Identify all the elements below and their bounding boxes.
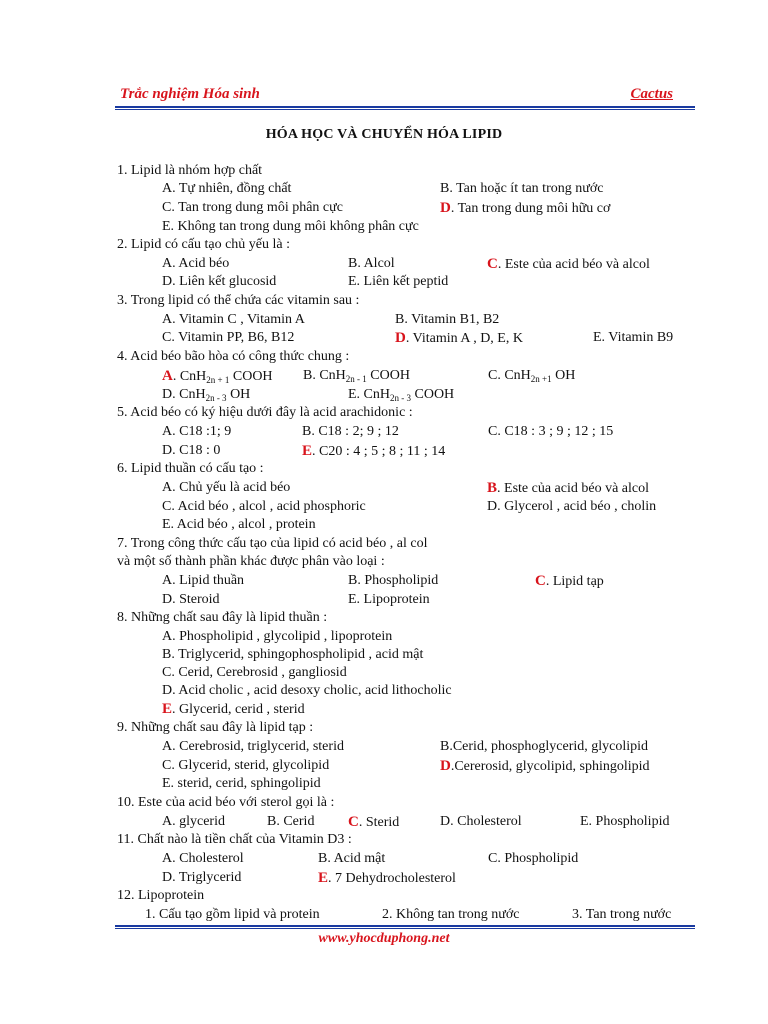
q7-stem-line2: và một số thành phần khác được phân vào loại : [117, 554, 385, 569]
q7-option-e: E. Lipoprotein [348, 592, 430, 607]
q7-stem-line1: 7. Trong công thức cấu tạo của lipid có acid béo , al col [117, 536, 428, 551]
q5-option-a: A. C18 :1; 9 [162, 424, 232, 439]
q3-answer-letter: D [395, 330, 406, 346]
header-left-title: Trắc nghiệm Hóa sinh [120, 86, 260, 102]
q5-option-b: B. C18 : 2; 9 ; 12 [302, 424, 399, 439]
header-rule-top [115, 106, 695, 108]
q10-stem: 10. Este của acid béo với sterol gọi là : [117, 795, 335, 810]
q8-option-a: A. Phospholipid , glycolipid , lipoprotein [162, 629, 393, 644]
q11-option-e: E. 7 Dehydrocholesterol [318, 870, 456, 886]
q8-option-d: D. Acid cholic , acid desoxy cholic, acid lithocholic [162, 683, 452, 698]
q4-stem: 4. Acid béo bão hòa có công thức chung : [117, 349, 350, 364]
q1-option-c: C. Tan trong dung môi phân cực [162, 200, 343, 215]
q2-option-b: B. Alcol [348, 256, 395, 271]
q8-option-e: E. Glycerid, cerid , sterid [162, 701, 305, 717]
q2-option-c: C. Este của acid béo và alcol [487, 256, 650, 272]
q9-stem: 9. Những chất sau đây là lipid tạp : [117, 720, 314, 735]
q6-option-b: B. Este của acid béo và alcol [487, 480, 649, 496]
footer-rule-top [115, 925, 695, 927]
q10-option-c: C. Sterid [348, 814, 400, 830]
q6-stem: 6. Lipid thuần có cấu tạo : [117, 461, 264, 476]
q8-option-b: B. Triglycerid, sphingophospholipid , acid mật [162, 647, 424, 662]
q9-option-d: D.Cererosid, glycolipid, sphingolipid [440, 758, 650, 774]
header-right-author: Cactus [630, 86, 673, 102]
q12-item-1: 1. Cấu tạo gồm lipid và protein [145, 907, 320, 922]
q9-answer-letter: D [440, 758, 451, 774]
q5-answer-letter: E [302, 443, 313, 459]
q6-option-e: E. Acid béo , alcol , protein [162, 517, 316, 532]
q9-option-e: E. sterid, cerid, sphingolipid [162, 776, 321, 791]
q11-option-c: C. Phospholipid [488, 851, 579, 866]
q3-option-d: D. Vitamin A , D, E, K [395, 330, 523, 346]
q11-option-a: A. Cholesterol [162, 851, 244, 866]
q10-answer-letter: C [348, 814, 359, 830]
q4-option-c: C. CnH$_{2n +1}$ OH [488, 368, 576, 384]
q3-option-c: C. Vitamin PP, B6, B12 [162, 330, 295, 345]
q5-option-c: C. C18 : 3 ; 9 ; 12 ; 15 [488, 424, 614, 439]
q3-option-b: B. Vitamin B1, B2 [395, 312, 500, 327]
q12-item-3: 3. Tan trong nước [572, 907, 672, 922]
q9-option-c: C. Glycerid, sterid, glycolipid [162, 758, 330, 773]
q3-option-e: E. Vitamin B9 [593, 330, 674, 345]
q4-option-e: E. CnH$_{2n - 3}$ COOH [348, 387, 455, 403]
q4-option-b: B. CnH$_{2n - 1}$ COOH [303, 368, 410, 384]
q3-stem: 3. Trong lipid có thể chứa các vitamin sau : [117, 293, 360, 308]
q7-option-a: A. Lipid thuần [162, 573, 245, 588]
q3-option-a: A. Vitamin C , Vitamin A [162, 312, 305, 327]
q9-option-b: B.Cerid, phosphoglycerid, glycolipid [440, 739, 649, 754]
q11-option-b: B. Acid mật [318, 851, 386, 866]
q12-stem: 12. Lipoprotein [117, 888, 205, 903]
q5-option-d: D. C18 : 0 [162, 443, 221, 458]
q12-item-2: 2. Không tan trong nước [382, 907, 520, 922]
q11-answer-letter: E [318, 870, 329, 886]
q2-answer-letter: C [487, 256, 498, 272]
q10-option-d: D. Cholesterol [440, 814, 522, 829]
q8-answer-letter: E [162, 701, 173, 717]
page-title: HÓA HỌC VÀ CHUYỂN HÓA LIPID [265, 127, 503, 142]
q1-answer-letter: D [440, 200, 451, 216]
q4-answer-letter: A [162, 368, 173, 384]
q5-option-e: E. C20 : 4 ; 5 ; 8 ; 11 ; 14 [302, 443, 446, 459]
footer-url: www.yhocduphong.net [318, 931, 450, 946]
q6-option-d: D. Glycerol , acid béo , cholin [487, 499, 657, 514]
header-rule-bottom [115, 109, 695, 110]
q10-option-e: E. Phospholipid [580, 814, 670, 829]
q2-option-e: E. Liên kết peptid [348, 274, 449, 289]
q6-answer-letter: B [487, 480, 498, 496]
q1-option-a: A. Tự nhiên, đồng chất [162, 181, 292, 196]
q11-stem: 11. Chất nào là tiền chất của Vitamin D3 : [117, 832, 352, 847]
q1-option-b: B. Tan hoặc ít tan trong nước [440, 181, 604, 196]
q8-stem: 8. Những chất sau đây là lipid thuần : [117, 610, 328, 625]
q10-option-a: A. glycerid [162, 814, 225, 829]
q8-option-c: C. Cerid, Cerebrosid , gangliosid [162, 665, 347, 680]
q7-option-b: B. Phospholipid [348, 573, 439, 588]
footer-rule-bottom [115, 928, 695, 929]
q2-option-d: D. Liên kết glucosid [162, 274, 277, 289]
q2-stem: 2. Lipid có cấu tạo chủ yếu là : [117, 237, 290, 252]
q2-option-a: A. Acid béo [162, 256, 230, 271]
q1-stem: 1. Lipid là nhóm hợp chất [117, 163, 263, 178]
q1-option-d: D. Tan trong dung môi hữu cơ [440, 200, 611, 216]
q4-option-d: D. CnH$_{2n - 3}$ OH [162, 387, 251, 403]
q10-option-b: B. Cerid [267, 814, 315, 829]
q7-option-c: C. Lipid tạp [535, 573, 604, 589]
q9-option-a: A. Cerebrosid, triglycerid, sterid [162, 739, 344, 754]
q1-option-e: E. Không tan trong dung môi không phân cực [162, 219, 419, 234]
q6-option-c: C. Acid béo , alcol , acid phosphoric [162, 499, 366, 514]
q11-option-d: D. Triglycerid [162, 870, 242, 885]
q7-option-d: D. Steroid [162, 592, 220, 607]
q5-stem: 5. Acid béo có ký hiệu dưới đây là acid arachidonic : [117, 405, 413, 420]
q4-option-a: A. CnH$_{2n + 1}$ COOH [162, 368, 273, 385]
q7-answer-letter: C [535, 573, 546, 589]
q6-option-a: A. Chủ yếu là acid béo [162, 480, 291, 495]
